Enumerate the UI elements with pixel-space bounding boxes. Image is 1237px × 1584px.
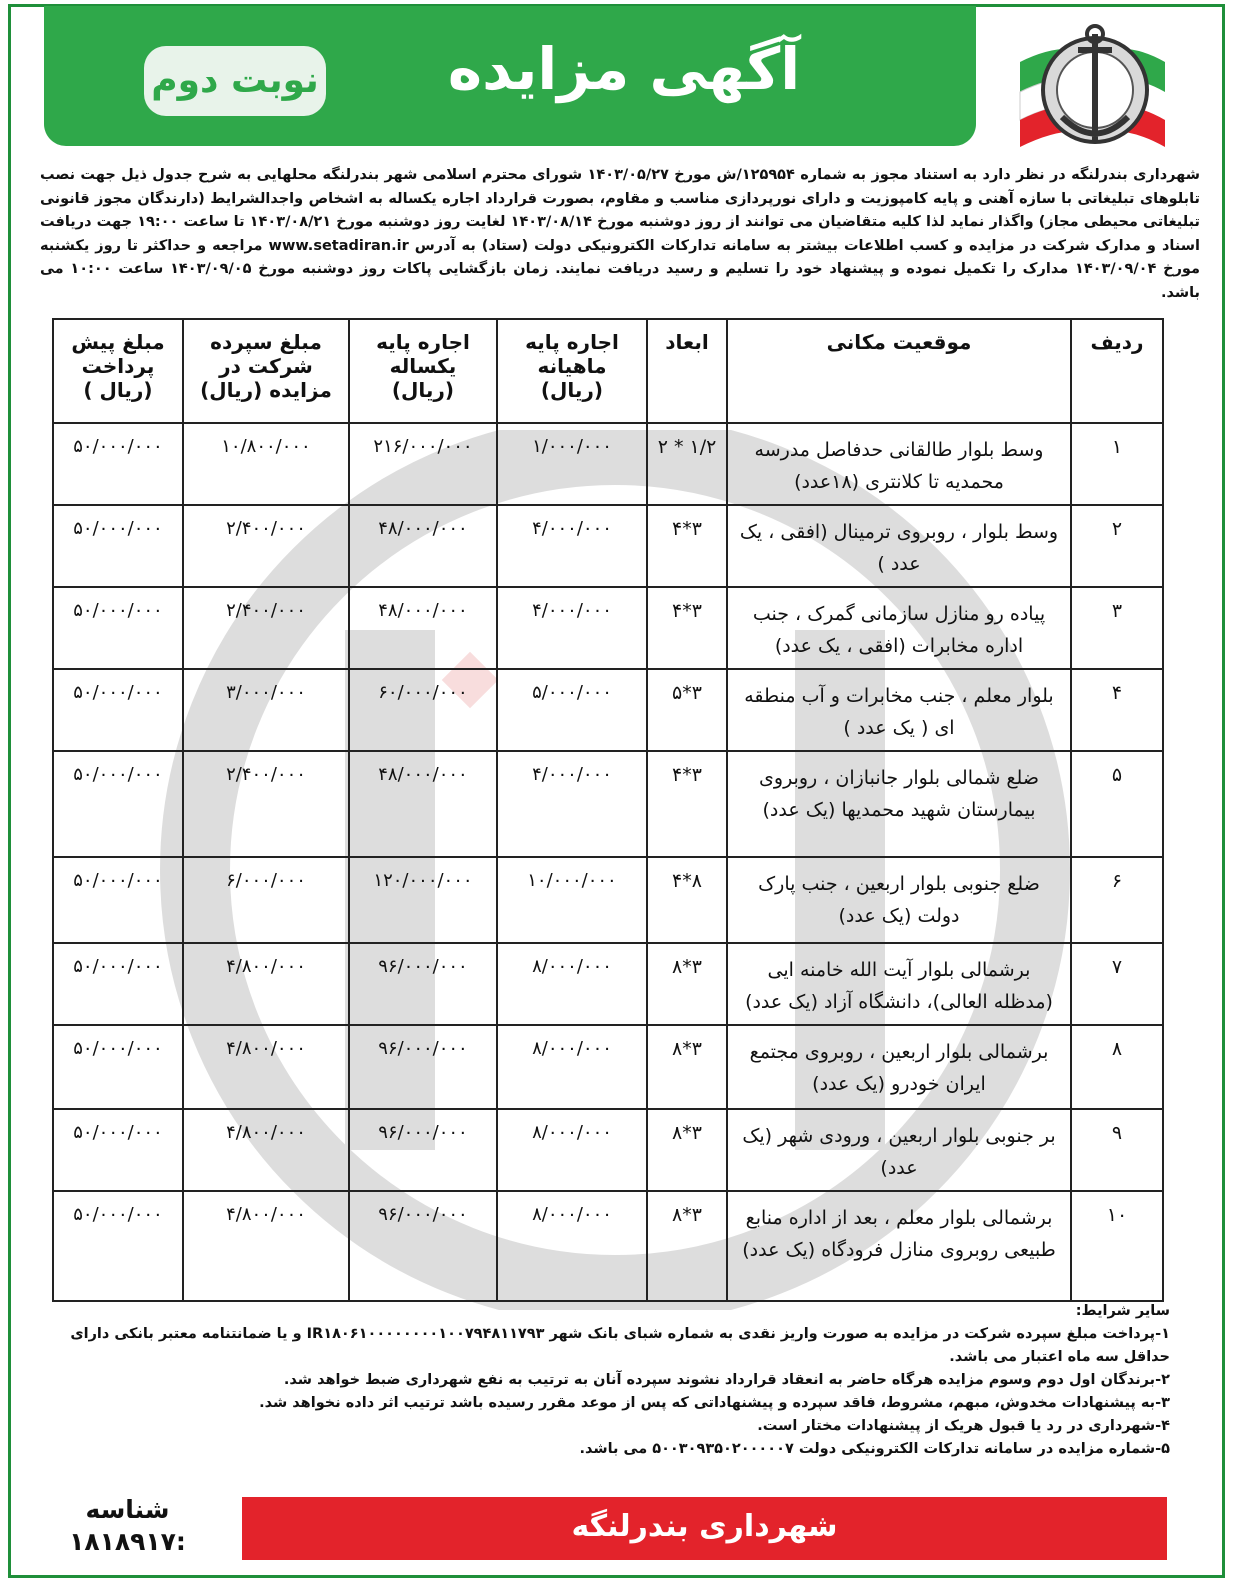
row-monthly: ۸/۰۰۰/۰۰۰ [497,1025,647,1109]
row-prepay: ۵۰/۰۰۰/۰۰۰ [53,1025,183,1109]
conditions-title: سایر شرایط: [1075,1303,1170,1319]
row-dims: ۳*۸ [647,1191,727,1301]
table-row [53,943,1163,1025]
row-number: ۳ [1071,587,1163,669]
row-dims: ۸*۴ [647,857,727,943]
row-dims: ۳*۴ [647,751,727,857]
header-banner [44,6,976,146]
row-dims: ۳*۵ [647,669,727,751]
row-yearly: ۴۸/۰۰۰/۰۰۰ [349,505,497,587]
row-location: پیاده رو منازل سازمانی گمرک ، جنب اداره مخابرات (افقی ، یک عدد) [727,587,1071,669]
row-prepay: ۵۰/۰۰۰/۰۰۰ [53,669,183,751]
row-yearly: ۹۶/۰۰۰/۰۰۰ [349,1109,497,1191]
col-header-monthly: اجاره پایه ماهیانه (ریال) [497,319,647,423]
row-dims: ۳*۸ [647,1025,727,1109]
row-dims: ۳*۴ [647,505,727,587]
condition-item: ۵-شماره مزایده در سامانه تدارکات الکترونیکی دولت ۵۰۰۳۰۹۳۵۰۲۰۰۰۰۰۷ می باشد. [579,1441,1170,1457]
row-deposit: ۴/۸۰۰/۰۰۰ [183,1191,349,1301]
table-row [53,751,1163,857]
row-monthly: ۴/۰۰۰/۰۰۰ [497,587,647,669]
ad-code: شناسه :۱۸۱۸۹۱۷ [69,1495,186,1556]
row-location: ضلع جنوبی بلوار اربعین ، جنب پارک دولت (یک عدد) [727,857,1071,943]
col-header-dims: ابعاد [647,319,727,423]
row-yearly: ۱۲۰/۰۰۰/۰۰۰ [349,857,497,943]
row-number: ۱ [1071,423,1163,505]
table-row [53,857,1163,943]
table-row [53,423,1163,505]
row-prepay: ۵۰/۰۰۰/۰۰۰ [53,505,183,587]
row-deposit: ۴/۸۰۰/۰۰۰ [183,943,349,1025]
row-number: ۷ [1071,943,1163,1025]
row-dims: ۳*۸ [647,1109,727,1191]
row-number: ۹ [1071,1109,1163,1191]
table-row [53,669,1163,751]
row-dims: ۳*۴ [647,587,727,669]
row-prepay: ۵۰/۰۰۰/۰۰۰ [53,587,183,669]
row-deposit: ۴/۸۰۰/۰۰۰ [183,1025,349,1109]
col-header-row: ردیف [1071,319,1163,423]
page-title: آگهی مزایده [447,35,801,103]
row-location: برشمالی بلوار اربعین ، روبروی مجتمع ایران خودرو (یک عدد) [727,1025,1071,1109]
row-deposit: ۱۰/۸۰۰/۰۰۰ [183,423,349,505]
row-prepay: ۵۰/۰۰۰/۰۰۰ [53,751,183,857]
conditions-section [40,1300,1170,1461]
row-yearly: ۹۶/۰۰۰/۰۰۰ [349,1191,497,1301]
row-yearly: ۹۶/۰۰۰/۰۰۰ [349,943,497,1025]
condition-item: ۳-به پیشنهادات مخدوش، مبهم، مشروط، فاقد سپرده و پیشنهاداتی که پس از موعد مقرر رسیده باشد ترتیب اثر داده نخواهد شد. [259,1395,1170,1411]
row-prepay: ۵۰/۰۰۰/۰۰۰ [53,943,183,1025]
table-row [53,505,1163,587]
row-deposit: ۲/۴۰۰/۰۰۰ [183,505,349,587]
row-deposit: ۲/۴۰۰/۰۰۰ [183,751,349,857]
auction-table [52,318,1164,1302]
table-row [53,587,1163,669]
round-badge: نوبت دوم [144,46,326,116]
row-monthly: ۴/۰۰۰/۰۰۰ [497,751,647,857]
row-deposit: ۴/۸۰۰/۰۰۰ [183,1109,349,1191]
col-header-prepay: مبلغ پیش پرداخت (ریال ) [53,319,183,423]
row-prepay: ۵۰/۰۰۰/۰۰۰ [53,857,183,943]
row-monthly: ۸/۰۰۰/۰۰۰ [497,1109,647,1191]
col-header-yearly: اجاره پایه یکساله (ریال) [349,319,497,423]
row-monthly: ۱۰/۰۰۰/۰۰۰ [497,857,647,943]
row-number: ۶ [1071,857,1163,943]
condition-item: ۱-پرداخت مبلغ سپرده شرکت در مزایده به صورت واریز نقدی به شماره شبای بانک شهر IR۱۸۰۶۱۰۰۰۰۰۰۰۰۱۰۰۷۹۴۸۱۱۷۹۳ و یا ضمانتنامه معتبر بانکی دارای حداقل سه ماه اعتبار می باشد. [70,1326,1170,1365]
condition-item: ۲-برندگان اول دوم وسوم مزایده هرگاه حاضر به انعقاد قرارداد نشوند سپرده آنان به ترتیب به نفع شهرداری ضبط خواهد شد. [283,1372,1170,1388]
row-location: بر جنوبی بلوار اربعین ، ورودی شهر (یک عدد) [727,1109,1071,1191]
col-header-location: موقعیت مکانی [727,319,1071,423]
row-monthly: ۸/۰۰۰/۰۰۰ [497,943,647,1025]
row-yearly: ۶۰/۰۰۰/۰۰۰ [349,669,497,751]
condition-item: ۴-شهرداری در رد یا قبول هریک از پیشنهادات مختار است. [757,1418,1170,1434]
row-dims: ۱/۲ * ۲ [647,423,727,505]
row-yearly: ۹۶/۰۰۰/۰۰۰ [349,1025,497,1109]
row-number: ۸ [1071,1025,1163,1109]
row-monthly: ۸/۰۰۰/۰۰۰ [497,1191,647,1301]
row-number: ۲ [1071,505,1163,587]
municipality-logo-icon [1000,12,1180,160]
row-monthly: ۴/۰۰۰/۰۰۰ [497,505,647,587]
row-number: ۴ [1071,669,1163,751]
row-number: ۱۰ [1071,1191,1163,1301]
row-monthly: ۵/۰۰۰/۰۰۰ [497,669,647,751]
row-yearly: ۴۸/۰۰۰/۰۰۰ [349,751,497,857]
row-deposit: ۳/۰۰۰/۰۰۰ [183,669,349,751]
row-location: برشمالی بلوار معلم ، بعد از اداره منابع طبیعی روبروی منازل فرودگاه (یک عدد) [727,1191,1071,1301]
intro-paragraph: شهرداری بندرلنگه در نظر دارد به استناد مجوز به شماره ۱۲۵۹۵۴/ش مورخ ۱۴۰۳/۰۵/۲۷ شورای محترم اسلامی شهر بندرلنگه محلهایی به شرح جدول ذیل جهت نصب تابلوهای تبلیغاتی با سازه آهنی و پایه کامپوزیت و دارای نورپردازی مناسب و مقاوم، بصورت قرارداد اجاره یکساله به اشخاص واجدالشرایط (دارندگان مجوز قانونی تبلیغاتی محیطی مجاز) واگذار نماید لذا کلیه متقاضیان می توانند از روز دوشنبه مورخ ۱۴۰۳/۰۸/۱۴ لغایت روز دوشنبه مورخ ۱۴۰۳/۰۸/۲۱ تا ساعت ۱۹:۰۰ جهت دریافت اسناد و مدارک شرکت در مزایده و کسب اطلاعات بیشتر به سامانه تدارکات الکترونیکی دولت (ستاد) به آدرس www.setadiran.ir مراجعه و حداکثر تا روز یکشنبه مورخ ۱۴۰۳/۰۹/۰۴ مدارک را تکمیل نموده و پیشنهاد خود را تسلیم و رسید دریافت نمایند. زمان بازگشایی پاکات روز دوشنبه مورخ ۱۴۰۳/۰۹/۰۵ ساعت ۱۰:۰۰ می باشد. [40,167,1200,301]
row-yearly: ۲۱۶/۰۰۰/۰۰۰ [349,423,497,505]
row-deposit: ۶/۰۰۰/۰۰۰ [183,857,349,943]
row-prepay: ۵۰/۰۰۰/۰۰۰ [53,423,183,505]
row-location: ضلع شمالی بلوار جانبازان ، روبروی بیمارستان شهید محمدیها (یک عدد) [727,751,1071,857]
row-dims: ۳*۸ [647,943,727,1025]
row-location: وسط بلوار طالقانی حدفاصل مدرسه محمدیه تا کلانتری (۱۸عدد) [727,423,1071,505]
row-location: بلوار معلم ، جنب مخابرات و آب منطقه ای ( یک عدد ) [727,669,1071,751]
row-prepay: ۵۰/۰۰۰/۰۰۰ [53,1191,183,1301]
row-monthly: ۱/۰۰۰/۰۰۰ [497,423,647,505]
row-yearly: ۴۸/۰۰۰/۰۰۰ [349,587,497,669]
table-header-row [53,319,1163,423]
row-prepay: ۵۰/۰۰۰/۰۰۰ [53,1109,183,1191]
footer-municipality-name: شهرداری بندرلنگه [242,1497,1167,1560]
row-deposit: ۲/۴۰۰/۰۰۰ [183,587,349,669]
table-row [53,1191,1163,1301]
row-location: برشمالی بلوار آیت الله خامنه ایی (مدظله العالی)، دانشگاه آزاد (یک عدد) [727,943,1071,1025]
col-header-deposit: مبلغ سپرده شرکت در مزایده (ریال) [183,319,349,423]
row-number: ۵ [1071,751,1163,857]
table-row [53,1025,1163,1109]
row-location: وسط بلوار ، روبروی ترمینال (افقی ، یک عدد ) [727,505,1071,587]
table-row [53,1109,1163,1191]
